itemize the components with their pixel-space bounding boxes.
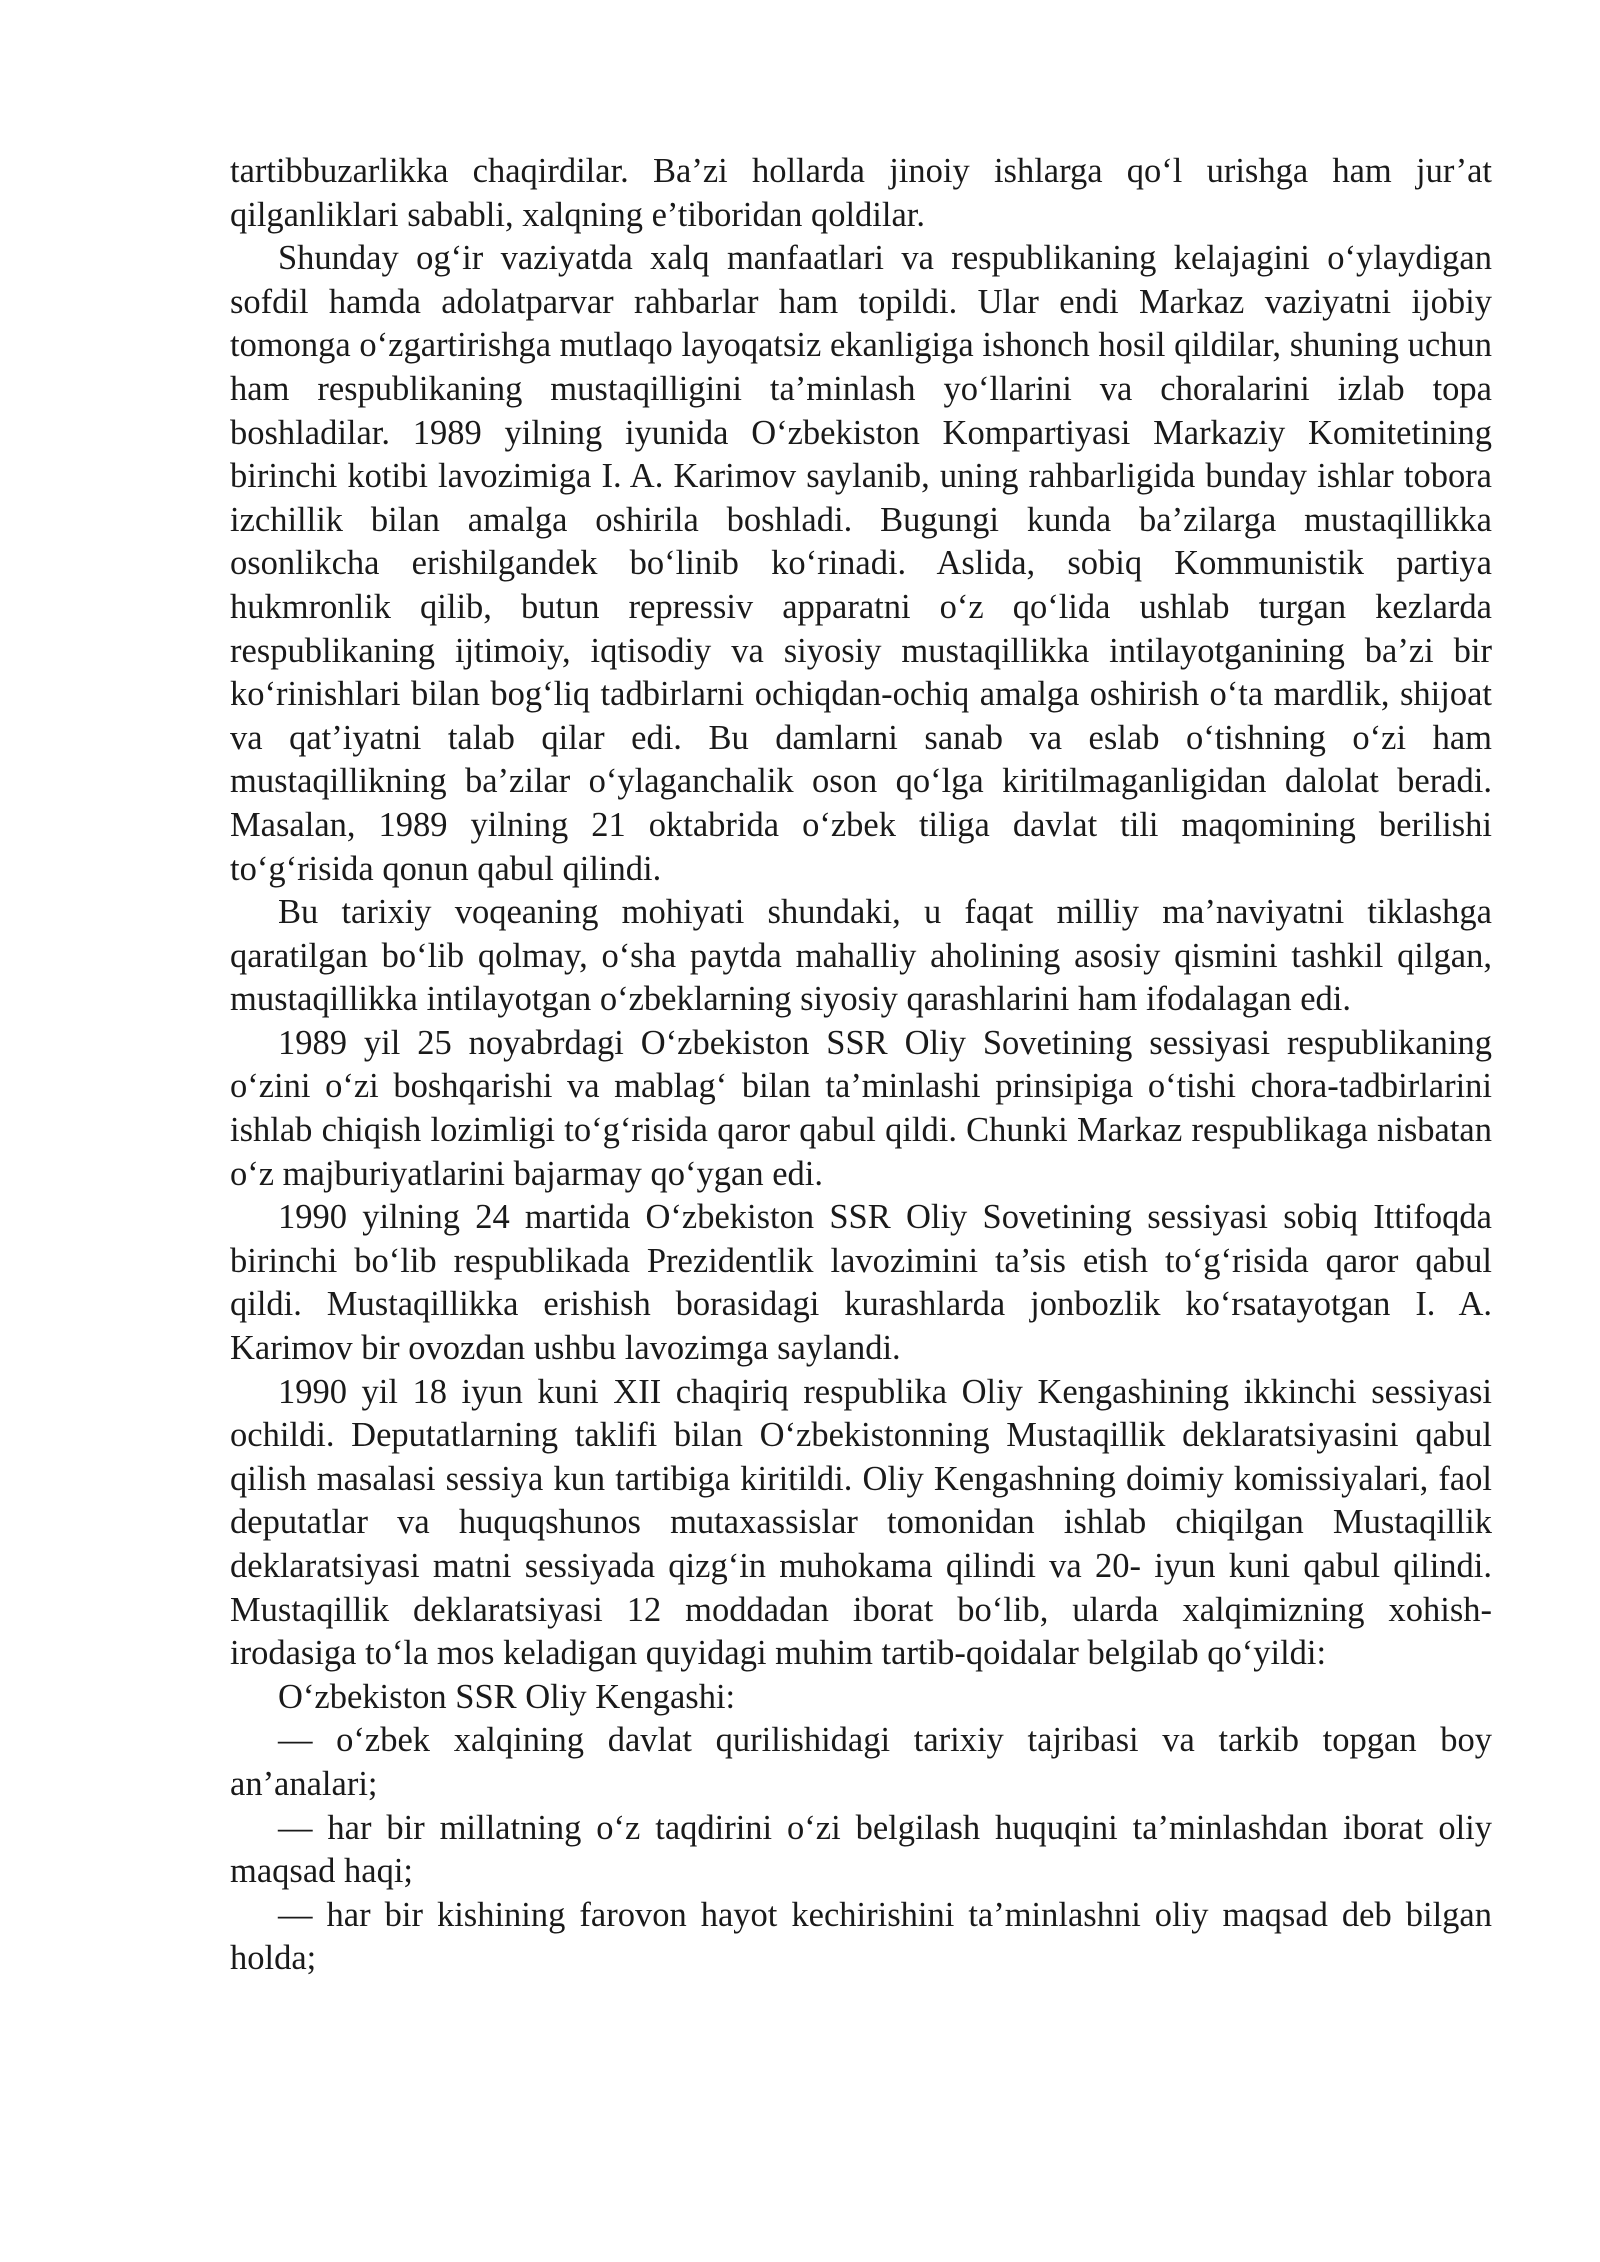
document-page xyxy=(230,150,1492,1981)
paragraph-1990-march-presidency: 1990 yilning 24 martida O‘zbekiston SSR Oliy Sovetining sessiyasi sobiq Ittifoqda birinchi bo‘lib respublikada Prezidentlik lavozimini ta’sis etish to‘g‘risida qaror qabul qildi. Mustaqillikka erishish borasidagi kurashlarda jonbozlik ko‘rsatayotgan I. A. Karimov bir ovozdan ushbu lavozimga saylandi. xyxy=(230,1198,1492,1368)
paragraph-continuation: tartibbuzarlikka chaqirdilar. Ba’zi hollarda jinoiy ishlarga qo‘l urishga ham jur’at qilganliklari sababli, xalqning e’tiboridan qoldilar. xyxy=(230,152,1492,234)
paragraph-supreme-council-heading: O‘zbekiston SSR Oliy Kengashi: xyxy=(278,1677,736,1716)
list-item: — har bir millatning o‘z taqdirini o‘zi belgilash huquqini ta’minlashdan iborat oliy maqsad haqi; xyxy=(230,1808,1492,1891)
paragraph-1990-june-declaration: 1990 yil 18 iyun kuni XII chaqiriq respublika Oliy Kengashining ikkinchi sessiyasi ochildi. Deputatlarning taklifi bilan O‘zbekistonning Mustaqillik deklaratsiyasini qabul qilish masalasi sessiya kun tartibiga kiritildi. Oliy Kengashning doimiy komissiyalari, faol deputatlar va huquqshunos mutaxassislar tomonidan ishlab chiqilgan Mustaqillik deklaratsiyasi matni sessiyada qizg‘in muhokama qilindi va 20- iyun kuni qabul qilindi. Mustaqillik deklaratsiyasi 12 moddadan iborat bo‘lib, ularda xalqimizning xohish-irodasiga to‘la mos keladigan quyidagi muhim tartib-qoidalar belgilab qo‘yildi: xyxy=(230,1372,1492,1673)
paragraph-historic-event: Bu tarixiy voqeaning mohiyati shundaki, u faqat milliy ma’naviyatni tiklashga qaratilgan bo‘lib qolmay, o‘sha paytda mahalliy aholining asosiy qismini tashkil qilgan, mustaqillikka intilayotgan o‘zbeklarning siyosiy qarashlarini ham ifodalagan edi. xyxy=(230,893,1492,1019)
list-item: — o‘zbek xalqining davlat qurilishidagi tarixiy tajribasi va tarkib topgan boy an’analari; xyxy=(230,1721,1492,1803)
paragraph-righteous-leaders: Shunday og‘ir vaziyatda xalq manfaatlari va respublikaning kelajagini o‘ylaydigan sofdil hamda adolatparvar rahbarlar ham topildi. Ular endi Markaz vaziyatni ijobiy tomonga o‘zgartirishga mutlaqo layoqatsiz ekanligiga ishonch hosil qildilar, shuning uchun ham respublikaning mustaqilligini ta’minlash yo‘llarini va choralarini izlab topa boshladilar. 1989 yilning iyunida O‘zbekiston Kompartiyasi Markaziy Komitetining birinchi kotibi lavozimiga I. A. Karimov saylanib, uning rahbarligida bunday ishlar tobora izchillik bilan amalga oshirila boshladi. Bugungi kunda ba’zilarga mustaqillikka osonlikcha erishilgandek bo‘linib ko‘rinadi. Aslida, sobiq Kommunistik partiya hukmronlik qilib, butun repressiv apparatni o‘z qo‘lida ushlab turgan kezlarda respublikaning ijtimoiy, iqtisodiy va siyosiy mustaqillikka intilayotganining ba’zi bir ko‘rinishlari bilan bog‘liq tadbirlarni ochiqdan-ochiq amalga oshirish o‘ta mardlik, shijoat va qat’iyatni talab qilar edi. Bu damlarni sanab va eslab o‘tishning o‘zi ham mustaqillikning ba’zilar o‘ylaganchalik oson qo‘lga kiritilmaganligidan dalolat beradi. Masalan, 1989 yilning 21 oktabrida o‘zbek tiliga davlat tili maqomining berilishi to‘g‘risida qonun qabul qilindi. xyxy=(230,239,1492,888)
paragraph-1989-november-session: 1989 yil 25 noyabrdagi O‘zbekiston SSR Oliy Sovetining sessiyasi respublikaning o‘zini o‘zi boshqarishi va mablag‘ bilan ta’minlashi prinsipiga o‘tishi chora-tadbirlarini ishlab chiqish lozimligi to‘g‘risida qaror qabul qildi. Chunki Markaz respublikaga nisbatan o‘z majburiyatlarini bajarmay qo‘ygan edi. xyxy=(230,1023,1492,1193)
list-item: — har bir kishining farovon hayot kechirishini ta’minlashni oliy maqsad deb bilgan holda; xyxy=(230,1895,1492,1978)
